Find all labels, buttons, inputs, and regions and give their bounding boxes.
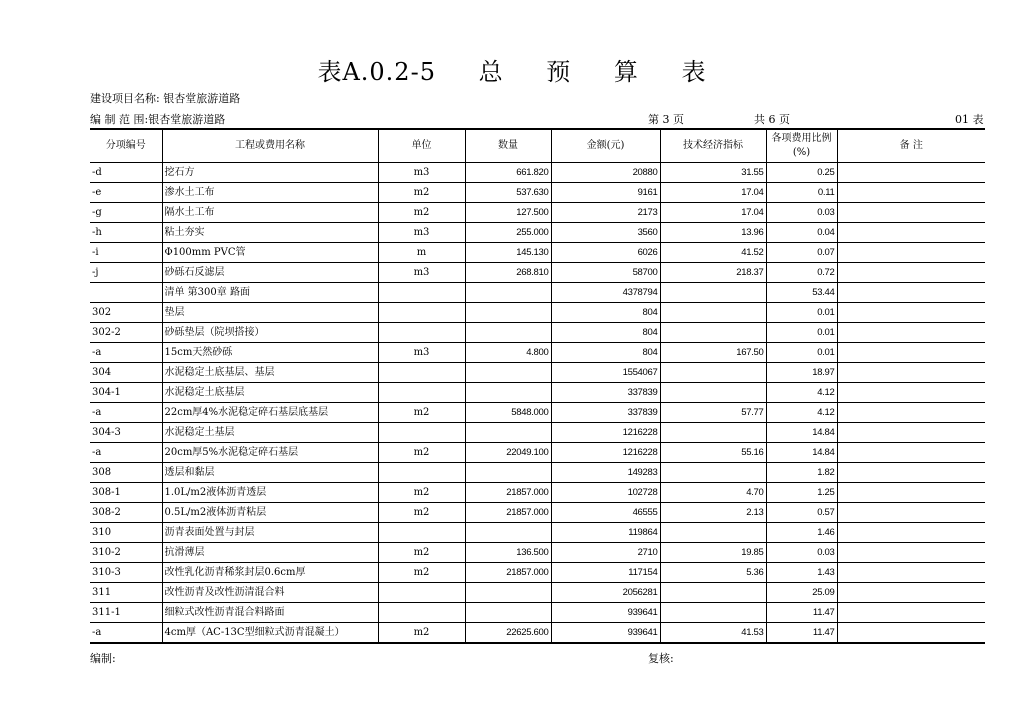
row-note	[837, 423, 985, 443]
row-index	[660, 463, 766, 483]
row-index	[660, 603, 766, 623]
table-row	[90, 203, 985, 223]
row-qty: 255.000	[465, 223, 551, 243]
row-code: 308	[90, 463, 162, 483]
row-amount: 939641	[551, 623, 660, 644]
row-ratio: 1.25	[766, 483, 837, 503]
row-qty	[465, 383, 551, 403]
row-name: 20cm厚5%水泥稳定碎石基层	[162, 443, 378, 463]
row-amount: 939641	[551, 603, 660, 623]
row-unit: m2	[378, 503, 465, 523]
row-amount: 4378794	[551, 283, 660, 303]
row-name: 水泥稳定土基层	[162, 423, 378, 443]
table-row	[90, 603, 985, 623]
row-name: 改性沥青及改性沥清混合料	[162, 583, 378, 603]
row-code: 311	[90, 583, 162, 603]
row-amount: 2710	[551, 543, 660, 563]
row-qty: 4.800	[465, 343, 551, 363]
row-ratio: 0.03	[766, 203, 837, 223]
page-current: 第 3 页	[648, 113, 684, 126]
row-unit	[378, 383, 465, 403]
row-ratio: 14.84	[766, 423, 837, 443]
row-ratio: 0.04	[766, 223, 837, 243]
table-row	[90, 383, 985, 403]
title-char-2: 预	[546, 58, 572, 86]
project-name	[90, 90, 240, 106]
row-qty	[465, 363, 551, 383]
row-code: -a	[90, 403, 162, 423]
row-code: 308-1	[90, 483, 162, 503]
row-note	[837, 263, 985, 283]
row-index: 17.04	[660, 183, 766, 203]
row-name: Φ100mm PVC管	[162, 243, 378, 263]
row-ratio: 25.09	[766, 583, 837, 603]
row-note	[837, 463, 985, 483]
scope-label: 编 制 范 围:	[90, 113, 149, 126]
row-qty: 145.130	[465, 243, 551, 263]
row-ratio: 0.01	[766, 343, 837, 363]
row-index: 41.52	[660, 243, 766, 263]
row-unit: m2	[378, 203, 465, 223]
header-ratio: 各项费用比例 (%)	[766, 129, 837, 163]
table-row	[90, 163, 985, 183]
row-amount: 46555	[551, 503, 660, 523]
row-name: 沥青表面处置与封层	[162, 523, 378, 543]
row-code	[90, 283, 162, 303]
row-ratio: 14.84	[766, 443, 837, 463]
row-amount: 1216228	[551, 423, 660, 443]
scope	[90, 111, 225, 127]
project-value: 银杏堂旅游道路	[163, 92, 241, 105]
row-code: -j	[90, 263, 162, 283]
row-amount: 58700	[551, 263, 660, 283]
row-name: 4cm厚（AC-13C型细粒式沥青混凝土）	[162, 623, 378, 644]
row-amount: 337839	[551, 403, 660, 423]
row-index	[660, 583, 766, 603]
row-code: -e	[90, 183, 162, 203]
row-qty: 21857.000	[465, 483, 551, 503]
row-index: 55.16	[660, 443, 766, 463]
header-index: 技术经济指标	[660, 129, 766, 163]
table-row	[90, 403, 985, 423]
row-note	[837, 203, 985, 223]
row-qty: 5848.000	[465, 403, 551, 423]
row-unit	[378, 583, 465, 603]
table-row	[90, 423, 985, 443]
row-note	[837, 623, 985, 644]
row-code: 310	[90, 523, 162, 543]
row-code: -a	[90, 343, 162, 363]
row-code: 310-3	[90, 563, 162, 583]
table-row	[90, 243, 985, 263]
scope-value: 银杏堂旅游道路	[148, 113, 226, 126]
page-title	[0, 52, 1024, 87]
row-index	[660, 303, 766, 323]
table-header	[90, 129, 985, 163]
row-index	[660, 523, 766, 543]
table-row	[90, 323, 985, 343]
row-index: 31.55	[660, 163, 766, 183]
row-unit	[378, 523, 465, 543]
row-note	[837, 383, 985, 403]
row-qty	[465, 423, 551, 443]
row-index: 167.50	[660, 343, 766, 363]
table-row	[90, 263, 985, 283]
row-amount: 804	[551, 323, 660, 343]
row-index	[660, 383, 766, 403]
reviewed-by: 复核:	[648, 652, 674, 665]
table-row	[90, 363, 985, 383]
row-qty: 661.820	[465, 163, 551, 183]
row-amount: 804	[551, 303, 660, 323]
row-code: 311-1	[90, 603, 162, 623]
row-code: 310-2	[90, 543, 162, 563]
row-unit	[378, 283, 465, 303]
row-ratio: 4.12	[766, 403, 837, 423]
row-index: 13.96	[660, 223, 766, 243]
row-note	[837, 183, 985, 203]
row-index	[660, 283, 766, 303]
row-amount: 6026	[551, 243, 660, 263]
row-name: 隔水土工布	[162, 203, 378, 223]
row-index: 19.85	[660, 543, 766, 563]
header-code: 分项编号	[90, 129, 162, 163]
row-unit	[378, 323, 465, 343]
row-code: -a	[90, 443, 162, 463]
row-code: 302-2	[90, 323, 162, 343]
row-name: 抗滑薄层	[162, 543, 378, 563]
row-qty: 537.630	[465, 183, 551, 203]
row-ratio: 0.25	[766, 163, 837, 183]
row-name: 15cm天然砂砾	[162, 343, 378, 363]
row-unit	[378, 423, 465, 443]
table-row	[90, 463, 985, 483]
row-index	[660, 423, 766, 443]
table-number: 01 表	[955, 113, 984, 126]
row-code: -g	[90, 203, 162, 223]
row-name: 0.5L/m2液体沥青粘层	[162, 503, 378, 523]
row-name: 垫层	[162, 303, 378, 323]
row-qty	[465, 583, 551, 603]
row-ratio: 0.07	[766, 243, 837, 263]
row-note	[837, 163, 985, 183]
row-code: 304-1	[90, 383, 162, 403]
header-qty: 数量	[465, 129, 551, 163]
row-name: 细粒式改性沥青混合料路面	[162, 603, 378, 623]
row-name: 砂砾石反滤层	[162, 263, 378, 283]
row-ratio: 11.47	[766, 603, 837, 623]
row-unit: m3	[378, 343, 465, 363]
prepared-by: 编制:	[90, 652, 116, 665]
row-amount: 102728	[551, 483, 660, 503]
row-index	[660, 323, 766, 343]
row-amount: 9161	[551, 183, 660, 203]
row-code: -a	[90, 623, 162, 644]
row-qty: 268.810	[465, 263, 551, 283]
row-ratio: 0.11	[766, 183, 837, 203]
row-unit: m2	[378, 403, 465, 423]
row-qty	[465, 283, 551, 303]
row-note	[837, 403, 985, 423]
row-qty: 136.500	[465, 543, 551, 563]
row-amount: 1554067	[551, 363, 660, 383]
row-qty: 127.500	[465, 203, 551, 223]
row-name: 水泥稳定土底基层	[162, 383, 378, 403]
row-unit: m3	[378, 223, 465, 243]
budget-table	[90, 128, 985, 644]
row-index: 57.77	[660, 403, 766, 423]
table-row	[90, 563, 985, 583]
row-unit	[378, 303, 465, 323]
row-qty: 22049.100	[465, 443, 551, 463]
row-amount: 337839	[551, 383, 660, 403]
row-amount: 2173	[551, 203, 660, 223]
table-row	[90, 623, 985, 644]
table-row	[90, 583, 985, 603]
row-name: 水泥稳定土底基层、基层	[162, 363, 378, 383]
row-qty	[465, 463, 551, 483]
row-qty	[465, 323, 551, 343]
table-row	[90, 543, 985, 563]
page-total: 共 6 页	[754, 113, 790, 126]
row-name: 透层和黏层	[162, 463, 378, 483]
table-row	[90, 343, 985, 363]
row-ratio: 0.03	[766, 543, 837, 563]
row-ratio: 53.44	[766, 283, 837, 303]
row-note	[837, 223, 985, 243]
table-row	[90, 443, 985, 463]
row-ratio: 0.01	[766, 303, 837, 323]
row-unit	[378, 463, 465, 483]
row-ratio: 1.82	[766, 463, 837, 483]
row-ratio: 1.46	[766, 523, 837, 543]
row-code: 304	[90, 363, 162, 383]
row-code: 304-3	[90, 423, 162, 443]
title-char-3: 算	[613, 58, 639, 86]
row-ratio: 0.01	[766, 323, 837, 343]
row-note	[837, 543, 985, 563]
row-qty	[465, 303, 551, 323]
row-note	[837, 483, 985, 503]
row-index: 2.13	[660, 503, 766, 523]
row-code: -d	[90, 163, 162, 183]
row-code: 302	[90, 303, 162, 323]
table-row	[90, 183, 985, 203]
row-unit: m	[378, 243, 465, 263]
row-amount: 804	[551, 343, 660, 363]
title-char-1: 总	[478, 58, 504, 86]
row-index: 218.37	[660, 263, 766, 283]
row-note	[837, 303, 985, 323]
row-note	[837, 603, 985, 623]
row-note	[837, 343, 985, 363]
row-qty: 21857.000	[465, 563, 551, 583]
row-ratio: 0.57	[766, 503, 837, 523]
row-amount: 1216228	[551, 443, 660, 463]
row-note	[837, 523, 985, 543]
row-name: 清单 第300章 路面	[162, 283, 378, 303]
row-index: 4.70	[660, 483, 766, 503]
header-note: 备 注	[837, 129, 985, 163]
row-amount: 119864	[551, 523, 660, 543]
row-unit: m2	[378, 623, 465, 644]
row-amount: 117154	[551, 563, 660, 583]
row-ratio: 11.47	[766, 623, 837, 644]
row-qty: 22625.600	[465, 623, 551, 644]
table-row	[90, 523, 985, 543]
row-ratio: 0.72	[766, 263, 837, 283]
row-note	[837, 563, 985, 583]
row-name: 1.0L/m2液体沥青透层	[162, 483, 378, 503]
row-note	[837, 583, 985, 603]
table-row	[90, 483, 985, 503]
row-unit: m2	[378, 543, 465, 563]
table-row	[90, 503, 985, 523]
row-note	[837, 503, 985, 523]
row-unit	[378, 603, 465, 623]
title-prefix: 表A.0.2-5	[317, 58, 436, 86]
row-note	[837, 243, 985, 263]
row-note	[837, 443, 985, 463]
header-unit: 单位	[378, 129, 465, 163]
row-index: 5.36	[660, 563, 766, 583]
table-row	[90, 303, 985, 323]
row-amount: 3560	[551, 223, 660, 243]
row-amount: 149283	[551, 463, 660, 483]
row-amount: 2056281	[551, 583, 660, 603]
row-name: 渗水土工布	[162, 183, 378, 203]
row-code: 308-2	[90, 503, 162, 523]
row-amount: 20880	[551, 163, 660, 183]
row-unit: m2	[378, 443, 465, 463]
row-name: 砂砾垫层（院坝搭接）	[162, 323, 378, 343]
row-index	[660, 363, 766, 383]
row-qty: 21857.000	[465, 503, 551, 523]
row-qty	[465, 603, 551, 623]
table-row	[90, 283, 985, 303]
title-char-4: 表	[681, 58, 707, 86]
row-unit: m3	[378, 263, 465, 283]
row-ratio: 18.97	[766, 363, 837, 383]
row-qty	[465, 523, 551, 543]
row-index: 17.04	[660, 203, 766, 223]
row-unit	[378, 363, 465, 383]
row-code: -i	[90, 243, 162, 263]
row-note	[837, 283, 985, 303]
table-row	[90, 223, 985, 243]
header-amount: 金额(元)	[551, 129, 660, 163]
row-unit: m2	[378, 563, 465, 583]
row-note	[837, 363, 985, 383]
row-name: 改性乳化沥青稀浆封层0.6cm厚	[162, 563, 378, 583]
row-name: 粘土夯实	[162, 223, 378, 243]
row-ratio: 1.43	[766, 563, 837, 583]
row-name: 挖石方	[162, 163, 378, 183]
row-unit: m2	[378, 183, 465, 203]
row-note	[837, 323, 985, 343]
row-code: -h	[90, 223, 162, 243]
row-name: 22cm厚4%水泥稳定碎石基层底基层	[162, 403, 378, 423]
project-label: 建设项目名称:	[90, 92, 160, 105]
header-name: 工程或费用名称	[162, 129, 378, 163]
row-index: 41.53	[660, 623, 766, 644]
row-unit: m2	[378, 483, 465, 503]
row-ratio: 4.12	[766, 383, 837, 403]
row-unit: m3	[378, 163, 465, 183]
